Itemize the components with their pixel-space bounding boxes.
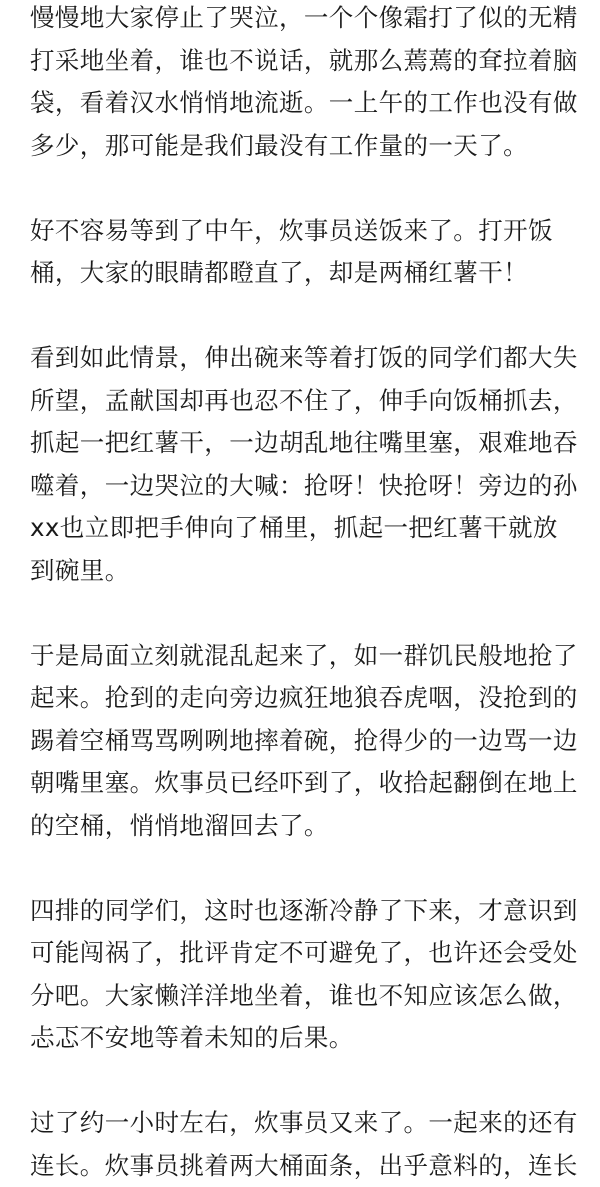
text-line: 四排的同学们，这时也逐渐冷静了下来，才意识到 [30, 890, 588, 933]
text-line: 过了约一小时左右，炊事员又来了。一起来的还有 [30, 1102, 588, 1145]
text-line: xx也立即把手伸向了桶里，抓起一把红薯干就放 [30, 507, 588, 550]
text-line: 朝嘴里塞。炊事员已经吓到了，收拾起翻倒在地上 [30, 762, 588, 805]
text-line: 袋，看着汉水悄悄地流逝。一上午的工作也没有做 [30, 82, 588, 125]
text-line: 可能闯祸了，批评肯定不可避免了，也许还会受处 [30, 932, 588, 975]
text-line: 分吧。大家懒洋洋地坐着，谁也不知应该怎么做， [30, 975, 588, 1018]
paragraph-2 [30, 210, 588, 295]
paragraph-4 [30, 635, 588, 848]
text-line: 踢着空桶骂骂咧咧地摔着碗，抢得少的一边骂一边 [30, 720, 588, 763]
paragraph-1 [30, 0, 588, 167]
text-line: 抓起一把红薯干，一边胡乱地往嘴里塞，艰难地吞 [30, 422, 588, 465]
paragraph-5 [30, 890, 588, 1060]
paragraph-gap [30, 1060, 588, 1103]
text-line: 桶，大家的眼睛都瞪直了，却是两桶红薯干！ [30, 252, 588, 295]
paragraph-gap [30, 847, 588, 890]
text-line: 的空桶，悄悄地溜回去了。 [30, 805, 588, 848]
text-line: 起来。抢到的走向旁边疯狂地狼吞虎咽，没抢到的 [30, 677, 588, 720]
text-line: 看到如此情景，伸出碗来等着打饭的同学们都大失 [30, 337, 588, 380]
paragraph-gap [30, 592, 588, 635]
text-line: 连长。炊事员挑着两大桶面条，出乎意料的，连长 [30, 1145, 588, 1187]
text-line: 忐忑不安地等着未知的后果。 [30, 1017, 588, 1060]
text-line: 好不容易等到了中午，炊事员送饭来了。打开饭 [30, 210, 588, 253]
paragraph-6 [30, 1102, 588, 1187]
paragraph-3 [30, 337, 588, 592]
text-line: 到碗里。 [30, 550, 588, 593]
text-line: 于是局面立刻就混乱起来了，如一群饥民般地抢了 [30, 635, 588, 678]
paragraph-gap [30, 295, 588, 338]
text-line: 所望，孟献国却再也忍不住了，伸手向饭桶抓去， [30, 380, 588, 423]
paragraph-gap [30, 167, 588, 210]
text-line: 多少，那可能是我们最没有工作量的一天了。 [30, 125, 588, 168]
text-line: 慢慢地大家停止了哭泣，一个个像霜打了似的无精 [30, 0, 588, 40]
text-line: 打采地坐着，谁也不说话，就那么蔫蔫的耷拉着脑 [30, 40, 588, 83]
text-line: 噬着，一边哭泣的大喊：抢呀！快抢呀！旁边的孙 [30, 465, 588, 508]
